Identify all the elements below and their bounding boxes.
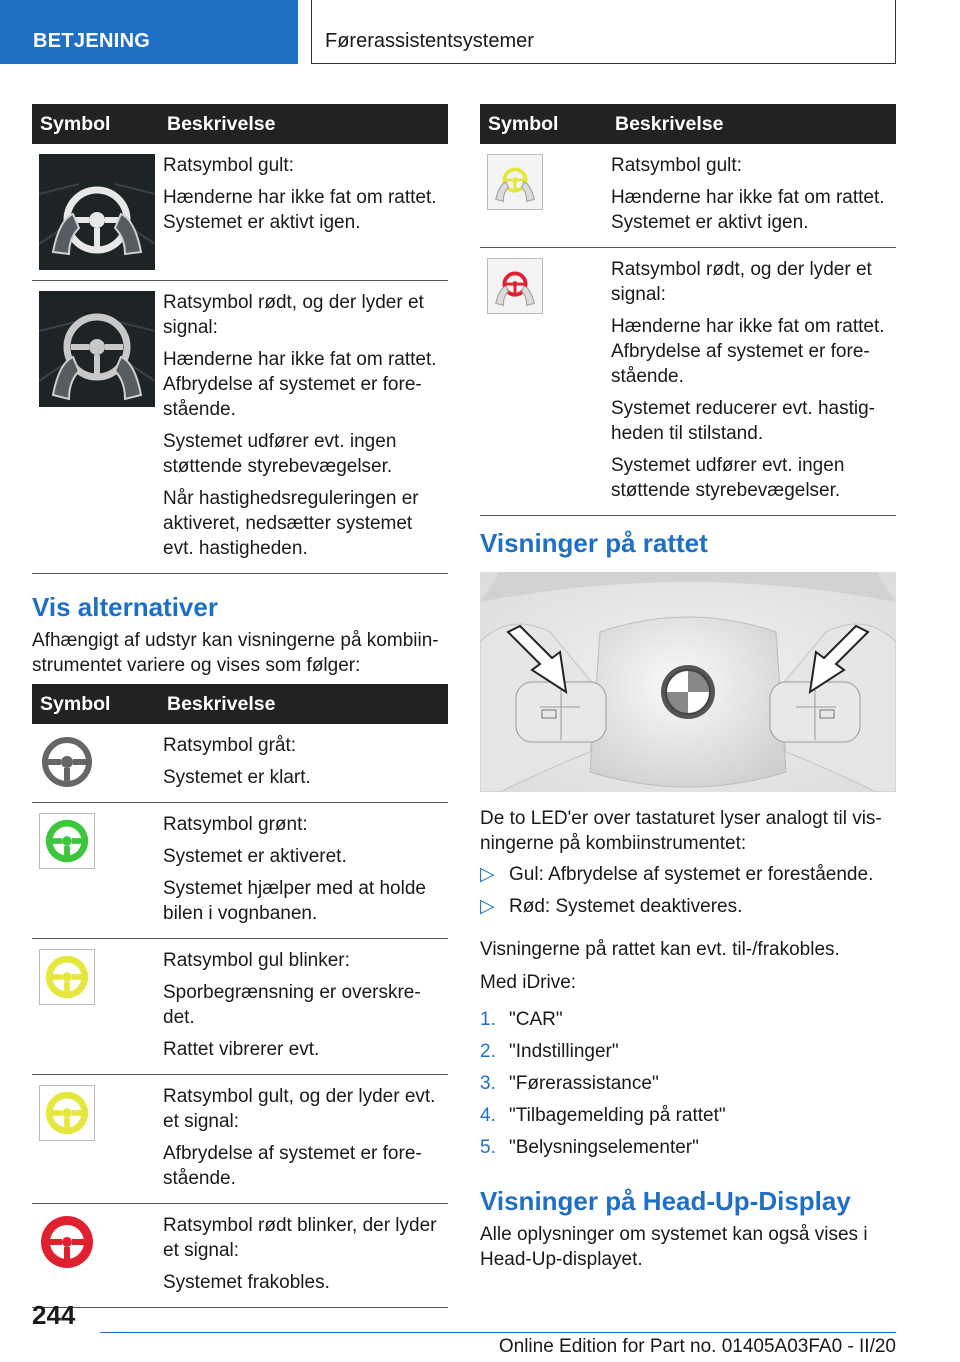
description-line: Systemet reducerer evt. hastigheden til stilstand. [611,398,875,444]
rattet-p1: Visningerne på rattet kan evt. til-/frakobles. [480,939,840,960]
table-row [480,144,896,248]
bullet-text: Rød: Systemet deaktiveres. [509,896,743,917]
steering-hands-red-icon [487,258,543,314]
column-header-description: Beskrivelse [607,104,896,144]
list-item [480,1103,896,1128]
table-row [32,939,448,1075]
table-row [480,248,896,516]
triangle-bullet-icon: ▷ [480,896,495,917]
footer-edition: Online Edition for Part no. 01405A03FA0 - II/20 [498,1336,896,1357]
table-row [32,1204,448,1308]
heading-vis-alternativer: Vis alternativer [32,592,218,622]
description-line: Sporbegrænsning er overskredet. [163,982,421,1028]
step-text: "Belysningselementer" [509,1137,699,1158]
rattet-p2: Med iDrive: [480,972,577,993]
step-number: 2. [480,1041,496,1062]
heading-head-up-display: Visninger på Head-Up-Display [480,1186,851,1216]
description-line: Hænderne har ikke fat om rattet. Afbrydelse af systemet er forestående. [163,349,437,420]
symbol-table-1 [32,104,448,574]
intro-text: Afhængigt af udstyr kan visningerne på kombiinstrumentet variere og vises som følger: [32,630,439,676]
description-line: Systemet hjælper med at holde bilen i vognbanen. [163,878,426,924]
step-number: 5. [480,1137,496,1158]
steering-wheel-photo [480,572,896,792]
description-line: Når hastighedsreguleringen er aktiveret, nedsætter systemet evt. hastigheden. [163,488,419,559]
idrive-steps-list [480,1007,896,1167]
column-header-description: Beskrivelse [159,104,448,144]
step-text: "Tilbagemelding på rattet" [509,1105,726,1126]
description-line: Ratsymbol gult, og der lyder evt. et signal: [163,1086,436,1132]
page-number: 244 [32,1300,76,1330]
description-line: Ratsymbol grønt: [163,814,308,835]
description-line: Afbrydelse af systemet er forestående. [163,1143,422,1189]
description-line: Ratsymbol gult: [611,155,742,176]
description-line: Systemet er aktiveret. [163,846,347,867]
footer-divider [100,1332,896,1333]
triangle-bullet-icon: ▷ [480,864,495,885]
column-header-description: Beskrivelse [159,684,448,724]
symbol-table-3 [32,684,448,1308]
table-row [32,803,448,939]
step-text: "CAR" [509,1009,563,1030]
description-line: Rattet vibrerer evt. [163,1039,320,1060]
column-header-symbol: Symbol [480,104,607,144]
chapter-title: Førerassistentsystemer [325,30,534,52]
description-line: Ratsymbol gul blinker: [163,950,350,971]
step-number: 1. [480,1009,496,1030]
description-line: Systemet frakobles. [163,1272,330,1293]
steering-wheel-red-icon [39,1214,95,1270]
rattet-intro: De to LED'er over tastaturet lyser analogt til visningerne på kombiinstrumentet: [480,808,882,854]
steering-wheel-yellow-icon [39,949,95,1005]
led-bullet-list [480,862,896,926]
description-line: Systemet er klart. [163,767,311,788]
description-line: Systemet udfører evt. ingen støttende styrebevægelser. [611,455,845,501]
table-row [32,281,448,574]
section-tab [0,0,298,64]
description-line: Hænderne har ikke fat om rattet. Systemet er aktivt igen. [163,187,437,233]
list-item [480,1007,896,1032]
hud-text: Alle oplysninger om systemet kan også vises i Head-Up-displayet. [480,1224,868,1270]
section-title: BETJENING [33,30,151,52]
column-header-symbol: Symbol [32,104,159,144]
description-line: Ratsymbol gråt: [163,735,297,756]
list-item [480,1135,896,1160]
step-number: 3. [480,1073,496,1094]
steering-wheel-yellow-icon [39,1085,95,1141]
table-row [32,144,448,281]
step-number: 4. [480,1105,496,1126]
steering-hands-yellow-dark-icon [39,154,155,270]
description-line: Ratsymbol rødt, og der lyder et signal: [611,259,872,305]
description-line: Hænderne har ikke fat om rattet. Afbrydelse af systemet er forestående. [611,316,885,387]
description-line: Ratsymbol gult: [163,155,294,176]
description-line: Systemet udfører evt. ingen støttende styrebevægelser. [163,431,397,477]
description-line: Hænderne har ikke fat om rattet. Systemet er aktivt igen. [611,187,885,233]
symbol-table-2 [480,104,896,516]
list-item [480,862,896,887]
step-text: "Indstillinger" [509,1041,619,1062]
step-text: "Førerassistance" [509,1073,659,1094]
table-row [32,1075,448,1204]
list-item [480,894,896,919]
description-line: Ratsymbol rødt blinker, der lyder et signal: [163,1215,437,1261]
steering-wheel-grey-icon [39,734,95,790]
list-item [480,1071,896,1096]
column-header-symbol: Symbol [32,684,159,724]
steering-hands-yellow-icon [487,154,543,210]
steering-wheel-green-icon [39,813,95,869]
steering-hands-red-dark-icon [39,291,155,407]
description-line: Ratsymbol rødt, og der lyder et signal: [163,292,424,338]
bullet-text: Gul: Afbrydelse af systemet er forestående. [509,864,874,885]
table-row [32,724,448,803]
chapter-header [311,0,896,64]
heading-visninger-rattet: Visninger på rattet [480,528,708,558]
list-item [480,1039,896,1064]
